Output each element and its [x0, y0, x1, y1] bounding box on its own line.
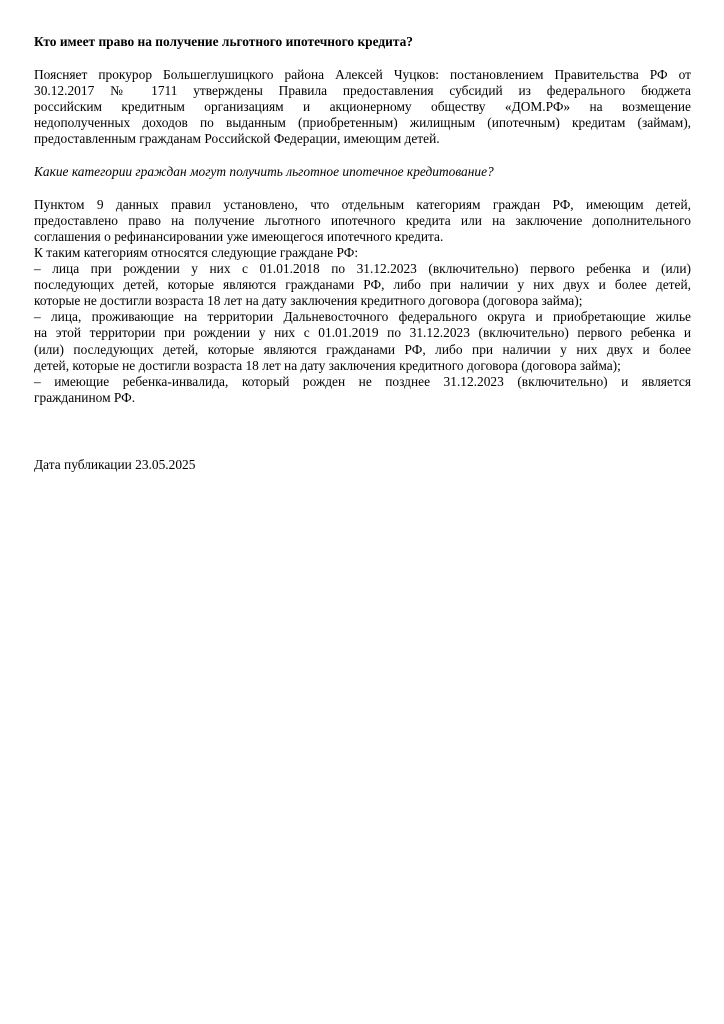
text-line: детей, которые не достигли возраста 18 лет на дату заключения кредитного договора (договора займа);	[34, 357, 621, 373]
text-line: российским кредитным организациям и акционерному обществу «ДОМ.РФ» на возмещение	[34, 99, 691, 115]
answer-paragraph	[34, 197, 691, 245]
text-line: гражданином РФ.	[34, 389, 136, 405]
text-line: – лица при рождении у них с 01.01.2018 по 31.12.2023 (включительно) первого ребенка и (или)	[34, 261, 691, 277]
publication-date: Дата публикации 23.05.2025	[34, 457, 196, 472]
text-line: 30.12.2017 № 1711 утверждены Правила предоставления субсидий из федерального бюджета	[34, 83, 691, 99]
text-line: предоставленным гражданам Российской Федерации, имеющим детей.	[34, 131, 440, 147]
text-line: последующих детей, которые являются гражданами РФ, либо при наличии у них двух и более детей,	[34, 277, 691, 293]
document-title: Кто имеет право на получение льготного ипотечного кредита?	[34, 34, 414, 49]
text-line: которые не достигли возраста 18 лет на дату заключения кредитного договора (договора займа);	[34, 293, 583, 309]
text-line: – лица, проживающие на территории Дальневосточного федерального округа и приобретающие жилье	[34, 309, 691, 325]
question-heading: Какие категории граждан могут получить льготное ипотечное кредитование?	[34, 163, 494, 179]
text-line: – имеющие ребенка-инвалида, который рожден не позднее 31.12.2023 (включительно) и является	[34, 373, 691, 389]
text-line: на этой территории при рождении у них с 01.01.2019 по 31.12.2023 (включительно) первого ребенка и	[34, 325, 691, 341]
text-line: соглашения о рефинансировании уже имеющегося ипотечного кредита.	[34, 228, 444, 244]
text-line: Пунктом 9 данных правил установлено, что отдельным категориям граждан РФ, имеющим детей,	[34, 196, 691, 212]
category-item-1	[34, 261, 691, 309]
categories-intro: К таким категориям относятся следующие граждане РФ:	[34, 244, 359, 260]
category-item-2	[34, 309, 691, 373]
category-item-3	[34, 374, 691, 406]
text-line: (или) последующих детей, которые являются гражданами РФ, либо при наличии у них двух и более	[34, 341, 691, 357]
document-page	[34, 34, 691, 472]
text-line: Поясняет прокурор Большеглушицкого района Алексей Чуцков: постановлением Правительства РФ от	[34, 67, 691, 83]
text-line: предоставлено право на получение льготного ипотечного кредита или на заключение дополнительного	[34, 212, 691, 228]
text-line: недополученных доходов по выданным (приобретенным) жилищным (ипотечным) кредитам (займам),	[34, 115, 691, 131]
intro-paragraph	[34, 67, 691, 147]
